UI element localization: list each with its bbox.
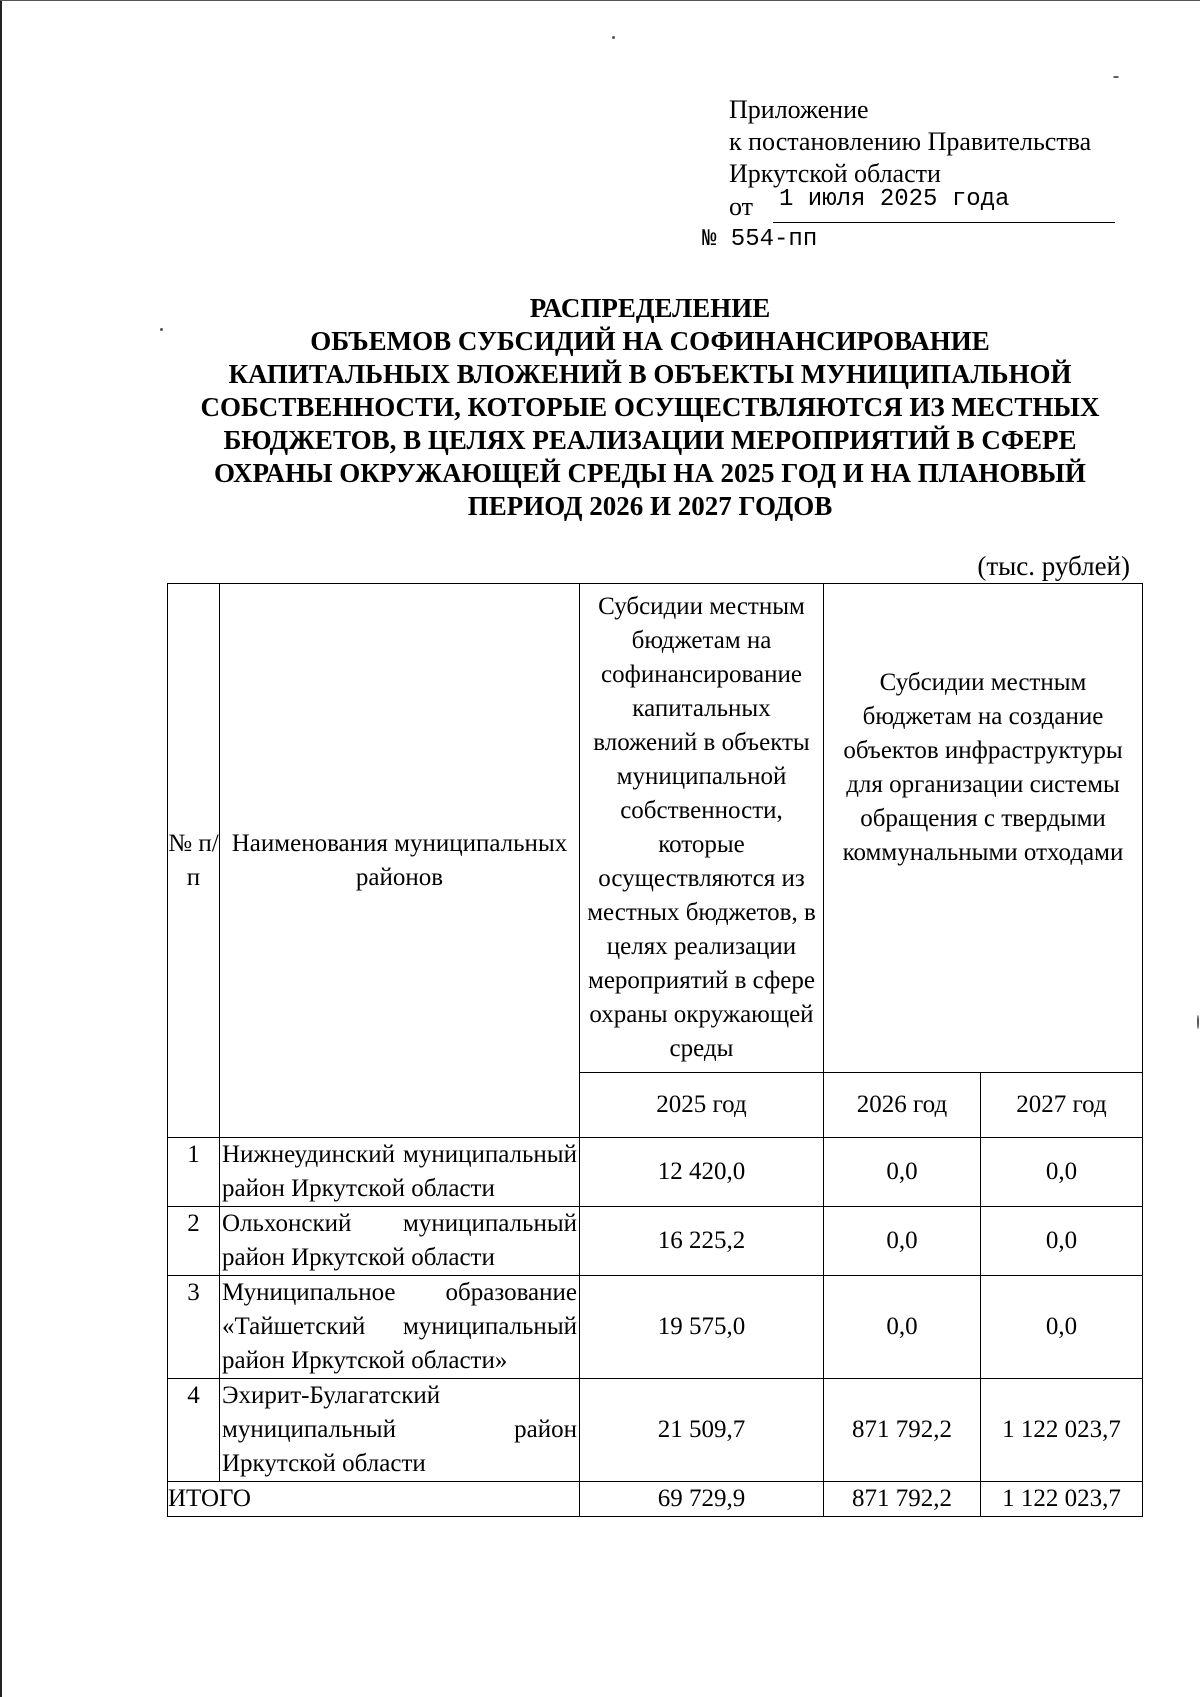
scan-edge-top — [0, 0, 1200, 1]
row-value-2026: 871 792,2 — [824, 1379, 981, 1482]
row-value-2027: 1 122 023,7 — [981, 1379, 1143, 1482]
header-year-2025: 2025 год — [580, 1073, 824, 1138]
units-label: (тыс. рублей) — [977, 551, 1130, 581]
date-prefix: от — [729, 192, 754, 221]
title-line: ОБЪЕМОВ СУБСИДИЙ НА СОФИНАНСИРОВАНИЕ — [310, 326, 990, 356]
table-total-row — [168, 1482, 1143, 1517]
header-2025-description: Субсидии местным бюджетам на софинансирование капитальных вложений в объекты муниципальной собственности, которые осуществляются из местных бюджетов, в целях реализации мероприятий в сфере охраны окружающей среды — [580, 584, 824, 1073]
scan-edge-left — [0, 0, 2, 1697]
header-name: Наименования муниципальных районов — [220, 584, 580, 1138]
subsidy-table — [167, 583, 1143, 1517]
total-value-2027: 1 122 023,7 — [981, 1482, 1143, 1517]
row-value-2026: 0,0 — [824, 1276, 981, 1379]
row-district-name: Нижнеудинский муниципальный район Иркутской области — [220, 1138, 580, 1207]
table-row — [168, 1207, 1143, 1276]
row-value-2026: 0,0 — [824, 1207, 981, 1276]
title-line: ПЕРИОД 2026 И 2027 ГОДОВ — [467, 491, 833, 521]
appendix-line: Иркутской области — [729, 159, 941, 188]
row-value-2025: 21 509,7 — [580, 1379, 824, 1482]
appendix-line: Приложение — [729, 95, 869, 124]
row-value-2027: 0,0 — [981, 1276, 1143, 1379]
appendix-line: к постановлению Правительства — [729, 127, 1092, 156]
title-line: РАСПРЕДЕЛЕНИЕ — [529, 293, 771, 323]
title-line: СОБСТВЕННОСТИ, КОТОРЫЕ ОСУЩЕСТВЛЯЮТСЯ ИЗ МЕСТНЫХ — [200, 392, 1100, 422]
total-value-2026: 871 792,2 — [824, 1482, 981, 1517]
title-line: КАПИТАЛЬНЫХ ВЛОЖЕНИЙ В ОБЪЕКТЫ МУНИЦИПАЛЬНОЙ — [228, 359, 1072, 389]
table-row — [168, 1138, 1143, 1207]
appendix-block — [729, 94, 1169, 190]
appendix-date-line — [729, 188, 1119, 224]
scan-speck — [612, 36, 615, 39]
scan-speck — [1113, 76, 1119, 78]
scan-speck — [1197, 1015, 1199, 1029]
row-number: 1 — [168, 1138, 220, 1207]
row-number: 3 — [168, 1276, 220, 1379]
row-value-2025: 19 575,0 — [580, 1276, 824, 1379]
total-label: ИТОГО — [168, 1482, 580, 1517]
table-header-row — [168, 584, 1143, 1073]
total-value-2025: 69 729,9 — [580, 1482, 824, 1517]
row-value-2027: 0,0 — [981, 1207, 1143, 1276]
header-year-2026: 2026 год — [824, 1073, 981, 1138]
date-underline — [773, 222, 1115, 223]
row-value-2025: 12 420,0 — [580, 1138, 824, 1207]
row-district-name: Ольхонский муниципальный район Иркутской области — [220, 1207, 580, 1276]
document-title — [160, 292, 1140, 523]
decree-number: № 554-пп — [702, 226, 818, 253]
row-value-2027: 0,0 — [981, 1138, 1143, 1207]
header-no: № п/п — [168, 584, 220, 1138]
date-value: 1 июля 2025 года — [779, 186, 1010, 213]
table-row — [168, 1276, 1143, 1379]
title-line: БЮДЖЕТОВ, В ЦЕЛЯХ РЕАЛИЗАЦИИ МЕРОПРИЯТИЙ В СФЕРЕ — [223, 425, 1077, 455]
row-value-2025: 16 225,2 — [580, 1207, 824, 1276]
row-number: 2 — [168, 1207, 220, 1276]
row-number: 4 — [168, 1379, 220, 1482]
header-2026-2027-description: Субсидии местным бюджетам на создание объектов инфраструктуры для организации системы обращения с твердыми коммунальными отходами — [824, 584, 1143, 1073]
row-value-2026: 0,0 — [824, 1138, 981, 1207]
table-row — [168, 1379, 1143, 1482]
row-district-name: Эхирит-Булагатский муниципальный район Иркутской области — [220, 1379, 580, 1482]
header-year-2027: 2027 год — [981, 1073, 1143, 1138]
row-district-name: Муниципальное образование «Тайшетский муниципальный район Иркутской области» — [220, 1276, 580, 1379]
title-line: ОХРАНЫ ОКРУЖАЮЩЕЙ СРЕДЫ НА 2025 ГОД И НА ПЛАНОВЫЙ — [214, 458, 1086, 488]
